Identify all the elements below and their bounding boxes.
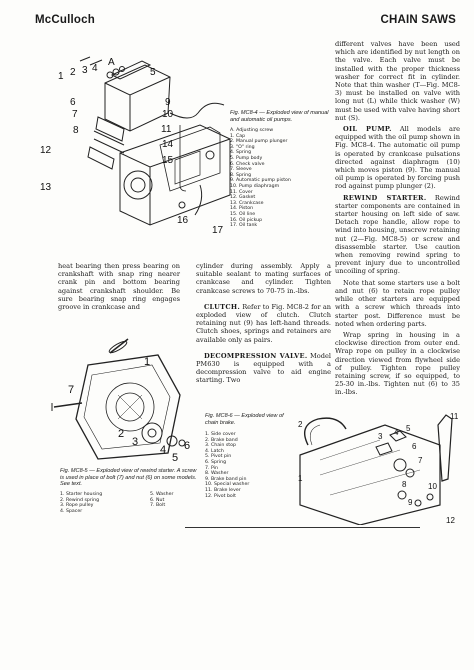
- legend-item: 1. Cap: [230, 133, 246, 139]
- fig-mc8-6-callouts: [290, 405, 470, 530]
- legend-item: 12. Gasket: [230, 195, 256, 201]
- legend-item: 3. Rope pulley: [60, 503, 94, 509]
- fig6-callout: 1: [298, 474, 303, 483]
- legend-item: 7. Bolt: [150, 503, 166, 509]
- legend-item: 10. Pump diaphragm: [230, 183, 280, 189]
- fig6-callout: 8: [402, 480, 407, 489]
- fig5-callout: 4: [160, 444, 167, 456]
- fig-mc8-6-caption: Fig. MC8-6 — Exploded view of chain brake.: [205, 413, 284, 426]
- legend-item: 6. Check valve: [230, 161, 265, 167]
- legend-item: 17. Oil tank: [230, 223, 258, 229]
- right-column-text: [335, 40, 460, 400]
- fig-mc8-4-legend: [230, 128, 320, 229]
- fig5-callout: 6: [184, 440, 191, 452]
- paragraph: cylinder during assembly. Apply a suitable sealant to mating surfaces of crankcase and cylinder. Tighten crankcase screws to 70-75 in.-lbs.: [196, 262, 331, 295]
- legend-item: 11. Brake lever: [205, 487, 241, 493]
- fig4-callout: 16: [177, 215, 189, 226]
- fig-mc8-5-legend-left: [60, 492, 140, 514]
- heading-oil-pump: OIL PUMP.: [343, 125, 392, 134]
- legend-item: 8. Washer: [205, 471, 229, 477]
- legend-item: 5. Washer: [150, 492, 174, 497]
- fig-mc8-4-caption: Fig. MC8-4 — Exploded view of manual and automatic oil pumps.: [230, 110, 329, 123]
- paragraph: different valves have been used which are identified by nut length on the valve. Each valve must be installed with the proper thickness washer for correct fit in cylinder. Note that thin washer (T—Fig. MC8-3) must be installed on valve with long nut (L) while thick washer (W) must be used with valve having short nut (S).: [335, 40, 460, 122]
- legend-item: 13. Crankcase: [230, 200, 264, 206]
- paragraph-decompression: [196, 352, 331, 385]
- fig4-callout: 6: [70, 97, 76, 108]
- legend-item: 10. Special washer: [205, 482, 250, 488]
- manufacturer-header: McCulloch: [35, 14, 95, 26]
- heading-rewind-starter: REWIND STARTER.: [343, 193, 427, 202]
- legend-item: 6. Nut: [150, 497, 165, 503]
- fig6-callout: 6: [412, 442, 417, 451]
- fig6-callout: 2: [298, 420, 303, 429]
- legend-item: 2. Rewind spring: [60, 497, 100, 503]
- fig4-callout: 17: [212, 225, 224, 235]
- legend-item: 9. Brake band pin: [205, 476, 247, 482]
- fig5-callout: 3: [132, 436, 139, 448]
- legend-item: 12. Pivot bolt: [205, 493, 236, 499]
- fig4-callout: 11: [161, 124, 172, 135]
- fig4-callout: 12: [40, 145, 52, 156]
- fig4-callout: 7: [72, 109, 78, 120]
- legend-item: 4. Latch: [205, 448, 224, 454]
- legend-item: 8. Spring: [230, 172, 252, 178]
- fig-mc8-5-callouts: [48, 335, 198, 465]
- legend-item: 5. Pump body: [230, 155, 263, 161]
- heading-decompression: DECOMPRESSION VALVE.: [204, 351, 308, 360]
- fig5-callout: 2: [118, 428, 125, 440]
- paragraph-text: All models are equipped with the oil pump shown in Fig. MC8-4. The automatic oil pump is operated by crankcase pulsations directed against diaphragm (10) which moves piston (9). The manual oil pump is operated by forcing push rod against pump plunger (2).: [335, 125, 460, 191]
- legend-item: 14. Piston: [230, 206, 254, 212]
- paragraph: heat bearing then press bearing on crankshaft with snap ring nearer crank pin and bottom bearing against crankshaft shoulder. Be sure bearing snap ring engages groove in crankcase and: [58, 262, 180, 312]
- fig4-callout: A: [108, 57, 115, 68]
- legend-item: 5. Pivot pin: [205, 454, 232, 460]
- legend-item: 2. Manual pump plunger: [230, 139, 288, 145]
- left-column-text: [58, 262, 180, 314]
- legend-item: 7. Sleeve: [230, 167, 252, 173]
- fig4-callout: 4: [92, 63, 98, 74]
- fig4-callout: 1: [58, 71, 64, 82]
- paragraph: Note that some starters use a bolt and nut (6) to retain rope pulley while other starters are equipped with a screw which threads into starter post. Difference must be noted when ordering parts.: [335, 278, 460, 328]
- paragraph-oil-pump: [335, 125, 460, 191]
- fig6-callout: 5: [406, 424, 411, 433]
- legend-item: 1. Side cover: [205, 432, 236, 437]
- legend-item: 3. Chain stop: [205, 443, 236, 449]
- fig6-callout: 4: [394, 428, 399, 437]
- fig-mc8-6-legend: [205, 432, 295, 499]
- fig6-callout: 12: [446, 516, 455, 525]
- legend-item: A. Adjusting screw: [230, 128, 274, 133]
- paragraph-rewind-starter: [335, 194, 460, 276]
- fig6-callout: 3: [378, 432, 383, 441]
- section-header: CHAIN SAWS: [380, 14, 456, 26]
- fig-mc8-5-caption: Fig. MC8-5 — Exploded view of rewind starter. A screw is used in place of bolt (7) and nut (6) on some models. See text.: [60, 468, 197, 488]
- legend-item: 3. "O" ring: [230, 144, 255, 150]
- fig4-callout: 9: [165, 97, 171, 108]
- fig4-callout: 13: [40, 182, 52, 193]
- legend-item: 9. Automatic pump piston: [230, 178, 291, 184]
- legend-item: 15. Oil line: [230, 211, 256, 217]
- legend-item: 11. Cover: [230, 189, 253, 195]
- fig4-callout: 14: [162, 139, 174, 150]
- paragraph-text: Rewind starter components are contained in starter housing on left side of saw. Detach rope handle, allow rope to wind into housing, unscrew retaining nut (2—Fig. MC8-5) or screw and disassemble starter. Use caution when removing rewind spring to prevent injury due to uncontrolled uncoiling of spring.: [335, 193, 460, 276]
- fig6-callout: 9: [408, 498, 413, 507]
- legend-item: 7. Pin: [205, 465, 218, 471]
- fig6-callout: 10: [428, 482, 437, 491]
- fig6-callout: 11: [450, 412, 459, 421]
- legend-item: 4. Spring: [230, 150, 252, 156]
- fig-mc8-5-legend-right: [150, 492, 200, 509]
- fig4-callout: 10: [162, 109, 174, 120]
- legend-item: 6. Spring: [205, 459, 227, 465]
- heading-clutch: CLUTCH.: [204, 302, 241, 311]
- fig-mc8-4-callouts: [30, 35, 230, 235]
- paragraph-text: Refer to Fig. MC8-2 for an exploded view of clutch. Clutch retaining nut (9) has left-hand threads. Clutch shoes, springs and retainers are available only as pairs.: [196, 302, 331, 344]
- paragraph-clutch: [196, 303, 331, 344]
- legend-item: 2. Brake band: [205, 437, 238, 443]
- legend-item: 1. Starter housing: [60, 492, 103, 497]
- fig4-callout: 2: [70, 67, 76, 78]
- fig4-callout: 5: [150, 67, 156, 78]
- page-bottom-rule: [185, 527, 420, 528]
- paragraph: Wrap spring in housing in a clockwise direction from outer end. Wrap rope on pulley in a clockwise direction viewed from flywheel side of pulley. Tighten rope pulley retaining screw, if so equipped, to 25-30 in.-lbs. Tighten nut (6) to 35 in.-lbs.: [335, 330, 460, 397]
- paragraph-text: Model PM630 is equipped with a decompression valve to aid engine starting. Two: [196, 351, 331, 385]
- fig5-callout: 7: [68, 384, 75, 396]
- fig4-callout: 8: [73, 125, 79, 136]
- fig5-callout: 1: [144, 356, 151, 368]
- legend-item: 16. Oil pickup: [230, 217, 263, 223]
- middle-column-text: [196, 262, 331, 388]
- fig4-callout: 3: [82, 65, 88, 76]
- fig4-callout: 15: [162, 155, 174, 166]
- fig6-callout: 7: [418, 456, 423, 465]
- fig5-callout: 5: [172, 452, 179, 464]
- legend-item: 4. Spacer: [60, 508, 83, 514]
